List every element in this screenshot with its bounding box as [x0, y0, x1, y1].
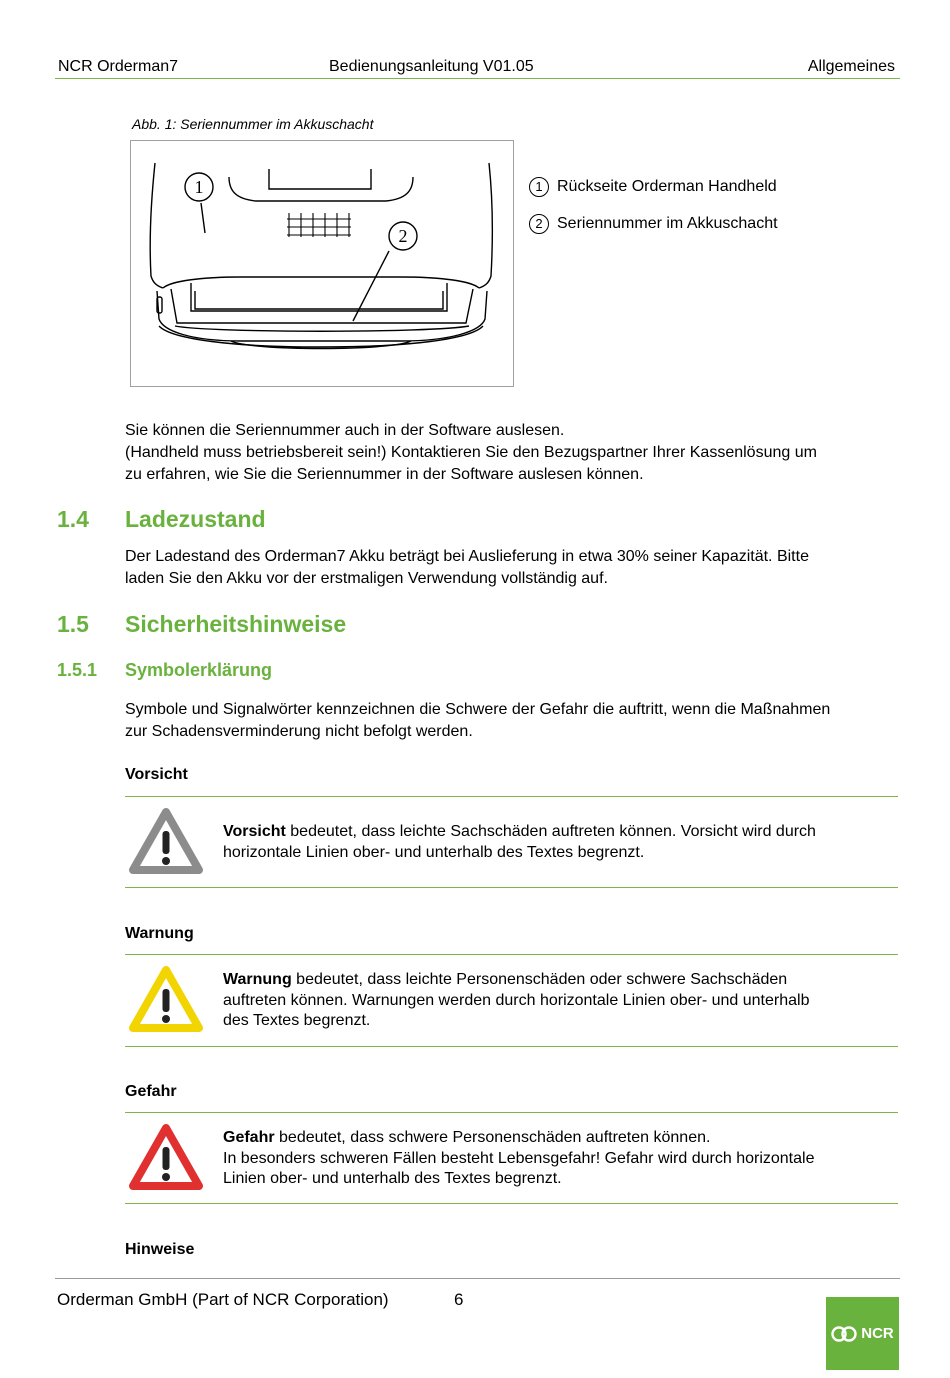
vorsicht-label: Vorsicht [125, 766, 188, 783]
warnung-keyword: Warnung [223, 971, 292, 988]
section-1-4-paragraph [125, 546, 900, 590]
section-1-5-1-number: 1.5.1 [57, 660, 98, 680]
callout-2: 2 [398, 226, 408, 246]
gefahr-bottom-rule [125, 1203, 898, 1204]
section-1-5-1-line-1: Symbole und Signalwörter kennzeichnen die Schwere der Gefahr die auftritt, wenn die Maßnahmen [125, 701, 831, 718]
legend-number-2: 2 [529, 214, 549, 234]
warnung-label: Warnung [125, 925, 194, 942]
warnung-text [223, 970, 898, 1032]
section-1-4-line-1: Der Ladestand des Orderman7 Akku beträgt bei Auslieferung in etwa 30% seiner Kapazität. Bitte [125, 548, 809, 565]
warnung-top-rule [125, 954, 898, 955]
vorsicht-top-rule [125, 796, 898, 797]
gefahr-text [223, 1128, 898, 1190]
vorsicht-keyword: Vorsicht [223, 823, 286, 840]
gefahr-line-3: Linien ober- und unterhalb des Textes begrenzt. [223, 1170, 562, 1187]
warnung-line-3: des Textes begrenzt. [223, 1012, 371, 1029]
legend-text-1: Rückseite Orderman Handheld [557, 178, 777, 195]
section-1-5-1-title: Symbolerklärung [125, 660, 273, 680]
intro-paragraph [125, 420, 900, 486]
footer-page-number: 6 [454, 1290, 464, 1309]
gefahr-warning-icon [128, 1123, 204, 1193]
ncr-logo [826, 1297, 899, 1370]
section-1-5-1-paragraph [125, 699, 900, 743]
handheld-back-illustration [131, 141, 513, 386]
warnung-bottom-rule [125, 1046, 898, 1047]
gefahr-top-rule [125, 1112, 898, 1113]
header-manual-title: Bedienungsanleitung V01.05 [329, 58, 534, 75]
vorsicht-warning-icon [128, 807, 204, 877]
vorsicht-text [223, 821, 898, 863]
section-1-4-title: Ladezustand [125, 506, 266, 532]
footer-company: Orderman GmbH (Part of NCR Corporation) [57, 1290, 389, 1309]
legend-item-2 [529, 214, 778, 234]
ncr-logo-text: NCR [861, 1325, 894, 1342]
intro-line-3: zu erfahren, wie Sie die Seriennummer in der Software auslesen können. [125, 466, 644, 483]
figure-frame [130, 140, 514, 387]
legend-text-2: Seriennummer im Akkuschacht [557, 215, 778, 232]
hinweise-label: Hinweise [125, 1241, 195, 1258]
vorsicht-line-2: horizontale Linien ober- und unterhalb des Textes begrenzt. [223, 844, 645, 861]
legend-number-1: 1 [529, 177, 549, 197]
intro-line-1: Sie können die Seriennummer auch in der Software auslesen. [125, 422, 565, 439]
section-1-4-line-2: laden Sie den Akku vor der erstmaligen Verwendung vollständig auf. [125, 570, 608, 587]
callout-1: 1 [194, 177, 204, 197]
header-rule [55, 78, 900, 79]
legend-item-1 [529, 177, 777, 197]
gefahr-line-1: bedeutet, dass schwere Personenschäden auftreten können. [274, 1129, 711, 1146]
section-1-4-number: 1.4 [57, 506, 89, 532]
footer-rule [55, 1278, 900, 1279]
section-1-5-1-line-2: zur Schadensverminderung nicht befolgt werden. [125, 723, 473, 740]
warnung-line-2: auftreten können. Warnungen werden durch horizontale Linien ober- und unterhalb [223, 991, 810, 1009]
vorsicht-line-1: bedeutet, dass leichte Sachschäden auftreten können. Vorsicht wird durch [285, 823, 816, 840]
header-product: NCR Orderman7 [58, 58, 179, 75]
header-chapter: Allgemeines [807, 58, 895, 75]
gefahr-label: Gefahr [125, 1083, 177, 1100]
section-1-5-number: 1.5 [57, 611, 89, 637]
gefahr-line-2: In besonders schweren Fällen besteht Lebensgefahr! Gefahr wird durch horizontale [223, 1149, 815, 1167]
section-1-5-title: Sicherheitshinweise [125, 611, 347, 637]
vorsicht-bottom-rule [125, 887, 898, 888]
figure-caption: Abb. 1: Seriennummer im Akkuschacht [132, 116, 374, 132]
gefahr-keyword: Gefahr [223, 1129, 275, 1146]
warnung-line-1: bedeutet, dass leichte Personenschäden oder schwere Sachschäden [291, 971, 788, 988]
ncr-logo-icon [831, 1326, 857, 1342]
warnung-warning-icon [128, 965, 204, 1035]
intro-line-2: (Handheld muss betriebsbereit sein!) Kontaktieren Sie den Bezugspartner Ihrer Kassenlösung um [125, 444, 817, 461]
